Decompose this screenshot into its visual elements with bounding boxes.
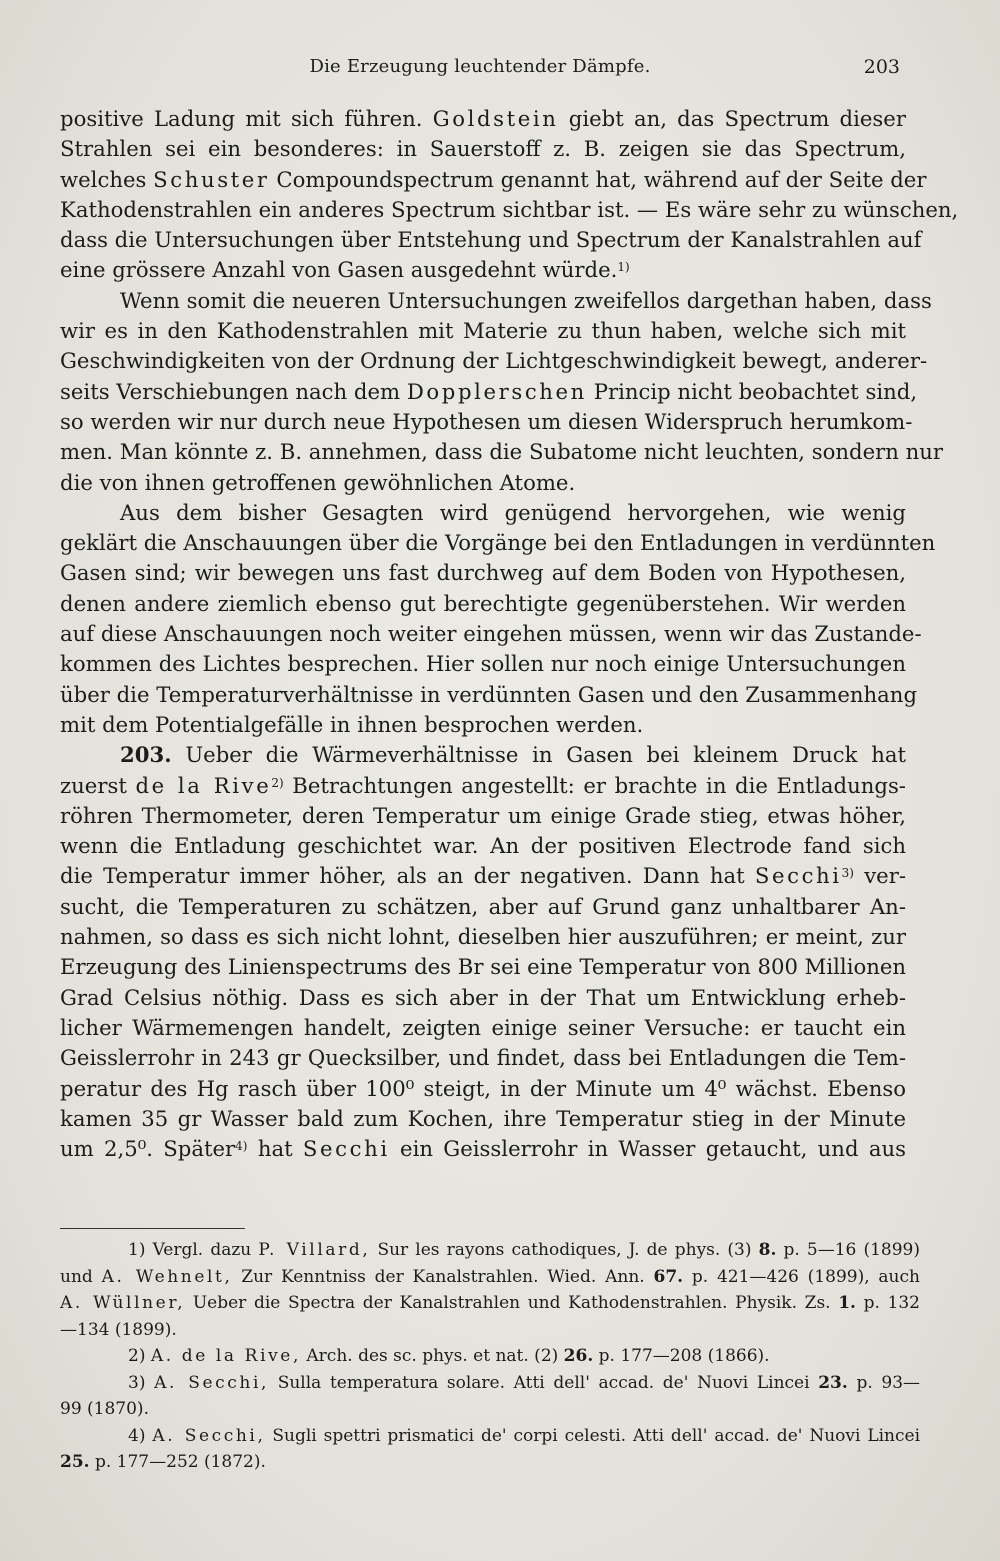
text-line: um 2,5⁰. Später$^{4)}$ hat Secchi ein Geisslerrohr in Wasser getaucht, und aus: [60, 1136, 906, 1162]
text-line: sucht, die Temperaturen zu schätzen, aber auf Grund ganz unhaltbarer An-: [60, 893, 906, 919]
footnote-line: und A. Wehnelt, Zur Kenntniss der Kanalstrahlen. Wied. Ann. 67. p. 421—426 (1899), auch: [60, 1266, 920, 1287]
author-name: A. de la Rive,: [150, 1346, 301, 1366]
footnote-ref: 1): [617, 260, 630, 275]
text-line: geklärt die Anschauungen über die Vorgänge bei den Entladungen in verdünnten: [60, 530, 936, 556]
text-line: Grad Celsius nöthig. Dass es sich aber in der That um Entwicklung erheb-: [60, 984, 906, 1010]
text-line: eine grössere Anzahl von Gasen ausgedehnt würde.$^{1)}$: [60, 257, 630, 283]
footnote-4: 4) A. Secchi, Sugli spettri prismatici de' corpi celesti. Atti dell' accad. de' Nuovi Lincei: [128, 1425, 921, 1446]
text-line: nahmen, so dass es sich nicht lohnt, dieselben hier auszuführen; er meint, zur: [60, 924, 906, 950]
author-name: Dopplerschen: [406, 378, 587, 404]
text-line: peratur des Hg rasch über 100⁰ steigt, in der Minute um 4⁰ wächst. Ebenso: [60, 1075, 906, 1101]
text-line: auf diese Anschauungen noch weiter eingehen müssen, wenn wir das Zustande-: [60, 621, 922, 647]
author-name: Goldstein: [432, 106, 559, 131]
footnote-separator: [60, 1228, 245, 1229]
author-name: de la Rive: [135, 772, 272, 798]
running-title: Die Erzeugung leuchtender Dämpfe.: [309, 56, 651, 77]
footnote-ref: 2): [271, 775, 284, 790]
footnotes: [60, 1237, 920, 1476]
text-line: men. Man könnte z. B. annehmen, dass die Subatome nicht leuchten, sondern nur: [60, 439, 944, 465]
text-line: Aus dem bisher Gesagten wird genügend hervorgehen, wie wenig: [120, 499, 906, 525]
text-line: Gasen sind; wir bewegen uns fast durchweg auf dem Boden von Hypothesen,: [60, 560, 906, 586]
text-line: denen andere ziemlich ebenso gut berechtigte gegenüberstehen. Wir werden: [60, 590, 906, 616]
footnote-ref: 3): [841, 866, 854, 881]
text-line: zuerst de la Rive$^{2)}$ Betrachtungen angestellt: er brachte in die Entladungs-: [60, 772, 906, 798]
author-name: Secchi: [302, 1136, 390, 1162]
text-line: Kathodenstrahlen ein anderes Spectrum sichtbar ist. — Es wäre sehr zu wünschen,: [60, 196, 959, 222]
text-line: die von ihnen getroffenen gewöhnlichen Atome.: [60, 469, 576, 495]
text-line: Wenn somit die neueren Untersuchungen zweifellos dargethan haben, dass: [120, 287, 932, 313]
text-line: positive Ladung mit sich führen. Goldstein giebt an, das Spectrum dieser: [60, 106, 906, 131]
footnote-line: 99 (1870).: [60, 1399, 149, 1419]
text-line: so werden wir nur durch neue Hypothesen um diesen Widerspruch herumkom-: [60, 408, 913, 434]
author-name: A. Wüllner,: [60, 1293, 186, 1313]
text-line: welches Schuster Compoundspectrum genannt hat, während auf der Seite der: [60, 166, 927, 192]
text-line: Strahlen sei ein besonderes: in Sauerstoff z. B. zeigen sie das Spectrum,: [60, 136, 906, 162]
text-line: dass die Untersuchungen über Entstehung und Spectrum der Kanalstrahlen auf: [60, 227, 922, 253]
main-text: [60, 104, 959, 1164]
text-line: Erzeugung des Linienspectrums des Br sei eine Temperatur von 800 Millionen: [60, 954, 907, 980]
text-line: Geschwindigkeiten von der Ordnung der Lichtgeschwindigkeit bewegt, anderer-: [60, 348, 928, 374]
text-line: kamen 35 gr Wasser bald zum Kochen, ihre Temperatur stieg in der Minute: [60, 1105, 906, 1131]
author-name: A. Wehnelt,: [101, 1266, 233, 1287]
author-name: A. Secchi,: [154, 1372, 270, 1393]
text-line: die Temperatur immer höher, als an der negativen. Dann hat Secchi$^{3)}$ ver-: [60, 863, 906, 889]
text-line: wenn die Entladung geschichtet war. An der positiven Electrode fand sich: [60, 833, 906, 859]
footnote-line: —134 (1899).: [60, 1319, 177, 1340]
text-line: 203. Ueber die Wärmeverhältnisse in Gasen bei kleinem Druck hat: [120, 742, 906, 768]
text-line: seits Verschiebungen nach dem Dopplerschen Princip nicht beobachtet sind,: [60, 378, 918, 404]
section-number: 203.: [120, 742, 172, 768]
text-line: mit dem Potentialgefälle in ihnen besprochen werden.: [60, 711, 644, 737]
footnote-ref: 4): [235, 1139, 248, 1154]
text-line: kommen des Lichtes besprechen. Hier sollen nur noch einige Untersuchungen: [60, 651, 906, 677]
footnote-line: 25. p. 177—252 (1872).: [60, 1452, 266, 1472]
author-name: P. Villard,: [258, 1240, 371, 1260]
text-line: wir es in den Kathodenstrahlen mit Materie zu thun haben, welche sich mit: [60, 318, 906, 344]
page-number: 203: [863, 56, 900, 78]
text-line: Geisslerrohr in 243 gr Quecksilber, und findet, dass bei Entladungen die Tem-: [60, 1045, 906, 1071]
footnote-line: A. Wüllner, Ueber die Spectra der Kanalstrahlen und Kathodenstrahlen. Physik. Zs. 1. p. 132: [60, 1293, 920, 1313]
text-line: röhren Thermometer, deren Temperatur um einige Grade stieg, etwas höher,: [60, 802, 906, 828]
text-line: über die Temperaturverhältnisse in verdünnten Gasen und den Zusammenhang: [60, 681, 918, 707]
author-name: Schuster: [153, 166, 270, 192]
author-name: Secchi: [754, 863, 842, 889]
footnote-3: 3) A. Secchi, Sulla temperatura solare. Atti dell' accad. de' Nuovi Lincei 23. p. 93—: [128, 1372, 921, 1393]
author-name: A. Secchi,: [152, 1425, 266, 1446]
footnote-2: 2) A. de la Rive, Arch. des sc. phys. et nat. (2) 26. p. 177—208 (1866).: [128, 1346, 770, 1366]
running-head: [60, 56, 900, 86]
text-line: licher Wärmemengen handelt, zeigten einige seiner Versuche: er taucht ein: [60, 1014, 906, 1040]
footnote-1: 1) Vergl. dazu P. Villard, Sur les rayons cathodiques, J. de phys. (3) 8. p. 5—16 (1899): [128, 1240, 920, 1260]
